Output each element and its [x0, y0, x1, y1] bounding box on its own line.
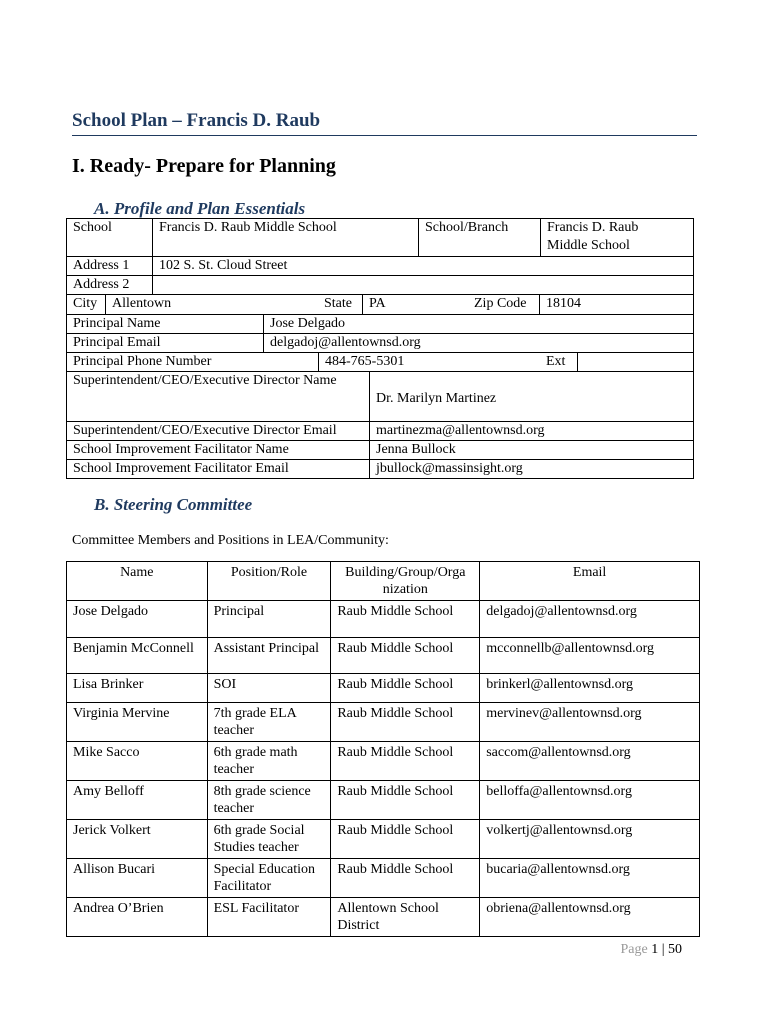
member-email: belloffa@allentownsd.org	[480, 781, 700, 820]
member-position: SOI	[207, 674, 331, 703]
member-email: bucaria@allentownsd.org	[480, 859, 700, 898]
profile-row-address1	[67, 256, 693, 275]
page-number: 1	[651, 942, 659, 957]
superintendent-email-value: martinezma@allentownsd.org	[369, 422, 693, 440]
member-position: Assistant Principal	[207, 638, 331, 674]
table-row	[67, 638, 700, 674]
school-label: School	[73, 220, 112, 235]
branch-label: School/Branch	[418, 219, 540, 256]
member-building: Raub Middle School	[331, 638, 480, 674]
profile-row-superintendent-email	[67, 421, 693, 440]
facilitator-email-value: jbullock@massinsight.org	[369, 460, 693, 478]
superintendent-email-label: Superintendent/CEO/Executive Director Email	[73, 423, 337, 438]
profile-row-facilitator-name	[67, 440, 693, 459]
page-footer	[620, 942, 682, 958]
table-row	[67, 781, 700, 820]
member-name: Amy Belloff	[67, 781, 208, 820]
profile-row-principal-phone	[67, 352, 693, 371]
table-row	[67, 859, 700, 898]
address1-label: Address 1	[73, 258, 130, 273]
member-building: Raub Middle School	[331, 703, 480, 742]
header-building: Building/Group/Orga nization	[331, 562, 480, 601]
subsection-b-heading: B. Steering Committee	[94, 495, 253, 514]
section-heading: I. Ready- Prepare for Planning	[72, 155, 336, 177]
table-row	[67, 674, 700, 703]
subsection-a-heading: A. Profile and Plan Essentials	[94, 199, 306, 218]
facilitator-name-value: Jenna Bullock	[369, 441, 693, 459]
branch-value-line-1: Francis D. Raub	[547, 220, 639, 235]
member-email: obriena@allentownsd.org	[480, 898, 700, 937]
member-name: Jerick Volkert	[67, 820, 208, 859]
member-email: delgadoj@allentownsd.org	[480, 601, 700, 638]
member-position: Special Education Facilitator	[207, 859, 331, 898]
table-row	[67, 742, 700, 781]
member-name: Mike Sacco	[67, 742, 208, 781]
header-email: Email	[480, 562, 700, 601]
member-position: 6th grade Social Studies teacher	[207, 820, 331, 859]
profile-row-superintendent	[67, 371, 693, 421]
table-row	[67, 703, 700, 742]
ext-label: Ext	[546, 354, 566, 369]
principal-phone-label: Principal Phone Number	[73, 354, 212, 369]
zip-value: 18104	[539, 295, 693, 314]
header-position: Position/Role	[207, 562, 331, 601]
header-name: Name	[67, 562, 208, 601]
member-name: Benjamin McConnell	[67, 638, 208, 674]
document-title: School Plan – Francis D. Raub	[72, 110, 697, 136]
member-building: Raub Middle School	[331, 674, 480, 703]
committee-header-row	[67, 562, 700, 601]
profile-table	[66, 218, 694, 479]
city-value: Allentown	[105, 295, 318, 314]
profile-row-principal-email	[67, 333, 693, 352]
member-position: 6th grade math teacher	[207, 742, 331, 781]
profile-row-facilitator-email	[67, 459, 693, 478]
facilitator-email-label: School Improvement Facilitator Email	[73, 461, 289, 476]
principal-phone-value: 484-765-5301	[318, 353, 540, 371]
profile-row-principal-name	[67, 314, 693, 333]
member-name: Jose Delgado	[67, 601, 208, 638]
superintendent-label: Superintendent/CEO/Executive Director Name	[73, 373, 337, 388]
member-email: mervinev@allentownsd.org	[480, 703, 700, 742]
page-separator: |	[661, 942, 665, 957]
member-building: Raub Middle School	[331, 601, 480, 638]
member-position: Principal	[207, 601, 331, 638]
member-email: brinkerl@allentownsd.org	[480, 674, 700, 703]
member-position: 8th grade science teacher	[207, 781, 331, 820]
member-building: Raub Middle School	[331, 859, 480, 898]
table-row	[67, 820, 700, 859]
address2-label: Address 2	[73, 277, 130, 292]
address2-value	[152, 276, 693, 294]
table-row	[67, 601, 700, 638]
zip-label: Zip Code	[474, 296, 527, 311]
principal-email-label: Principal Email	[73, 335, 161, 350]
facilitator-name-label: School Improvement Facilitator Name	[73, 442, 289, 457]
city-label: City	[73, 296, 98, 311]
superintendent-value: Dr. Marilyn Martinez	[369, 372, 693, 421]
address1-value: 102 S. St. Cloud Street	[152, 257, 693, 275]
state-value: PA	[362, 295, 468, 314]
total-pages: 50	[668, 942, 682, 957]
ext-value	[577, 353, 693, 371]
profile-row-school	[67, 219, 693, 256]
member-name: Allison Bucari	[67, 859, 208, 898]
committee-table	[66, 561, 700, 937]
member-position: ESL Facilitator	[207, 898, 331, 937]
member-building: Raub Middle School	[331, 820, 480, 859]
principal-email-value: delgadoj@allentownsd.org	[263, 334, 693, 352]
branch-value	[540, 219, 693, 256]
member-email: saccom@allentownsd.org	[480, 742, 700, 781]
branch-value-line-2: Middle School	[547, 238, 630, 253]
profile-row-address2	[67, 275, 693, 294]
page-label: Page	[620, 942, 648, 957]
member-building: Raub Middle School	[331, 781, 480, 820]
profile-row-city	[67, 294, 693, 314]
state-label: State	[324, 296, 352, 311]
member-email: mcconnellb@allentownsd.org	[480, 638, 700, 674]
committee-caption: Committee Members and Positions in LEA/Community:	[72, 533, 389, 548]
principal-name-value: Jose Delgado	[263, 315, 693, 333]
member-name: Lisa Brinker	[67, 674, 208, 703]
member-name: Virginia Mervine	[67, 703, 208, 742]
member-building: Raub Middle School	[331, 742, 480, 781]
member-name: Andrea O’Brien	[67, 898, 208, 937]
table-row	[67, 898, 700, 937]
school-value: Francis D. Raub Middle School	[152, 219, 418, 256]
member-email: volkertj@allentownsd.org	[480, 820, 700, 859]
member-position: 7th grade ELA teacher	[207, 703, 331, 742]
principal-name-label: Principal Name	[73, 316, 161, 331]
member-building: Allentown School District	[331, 898, 480, 937]
